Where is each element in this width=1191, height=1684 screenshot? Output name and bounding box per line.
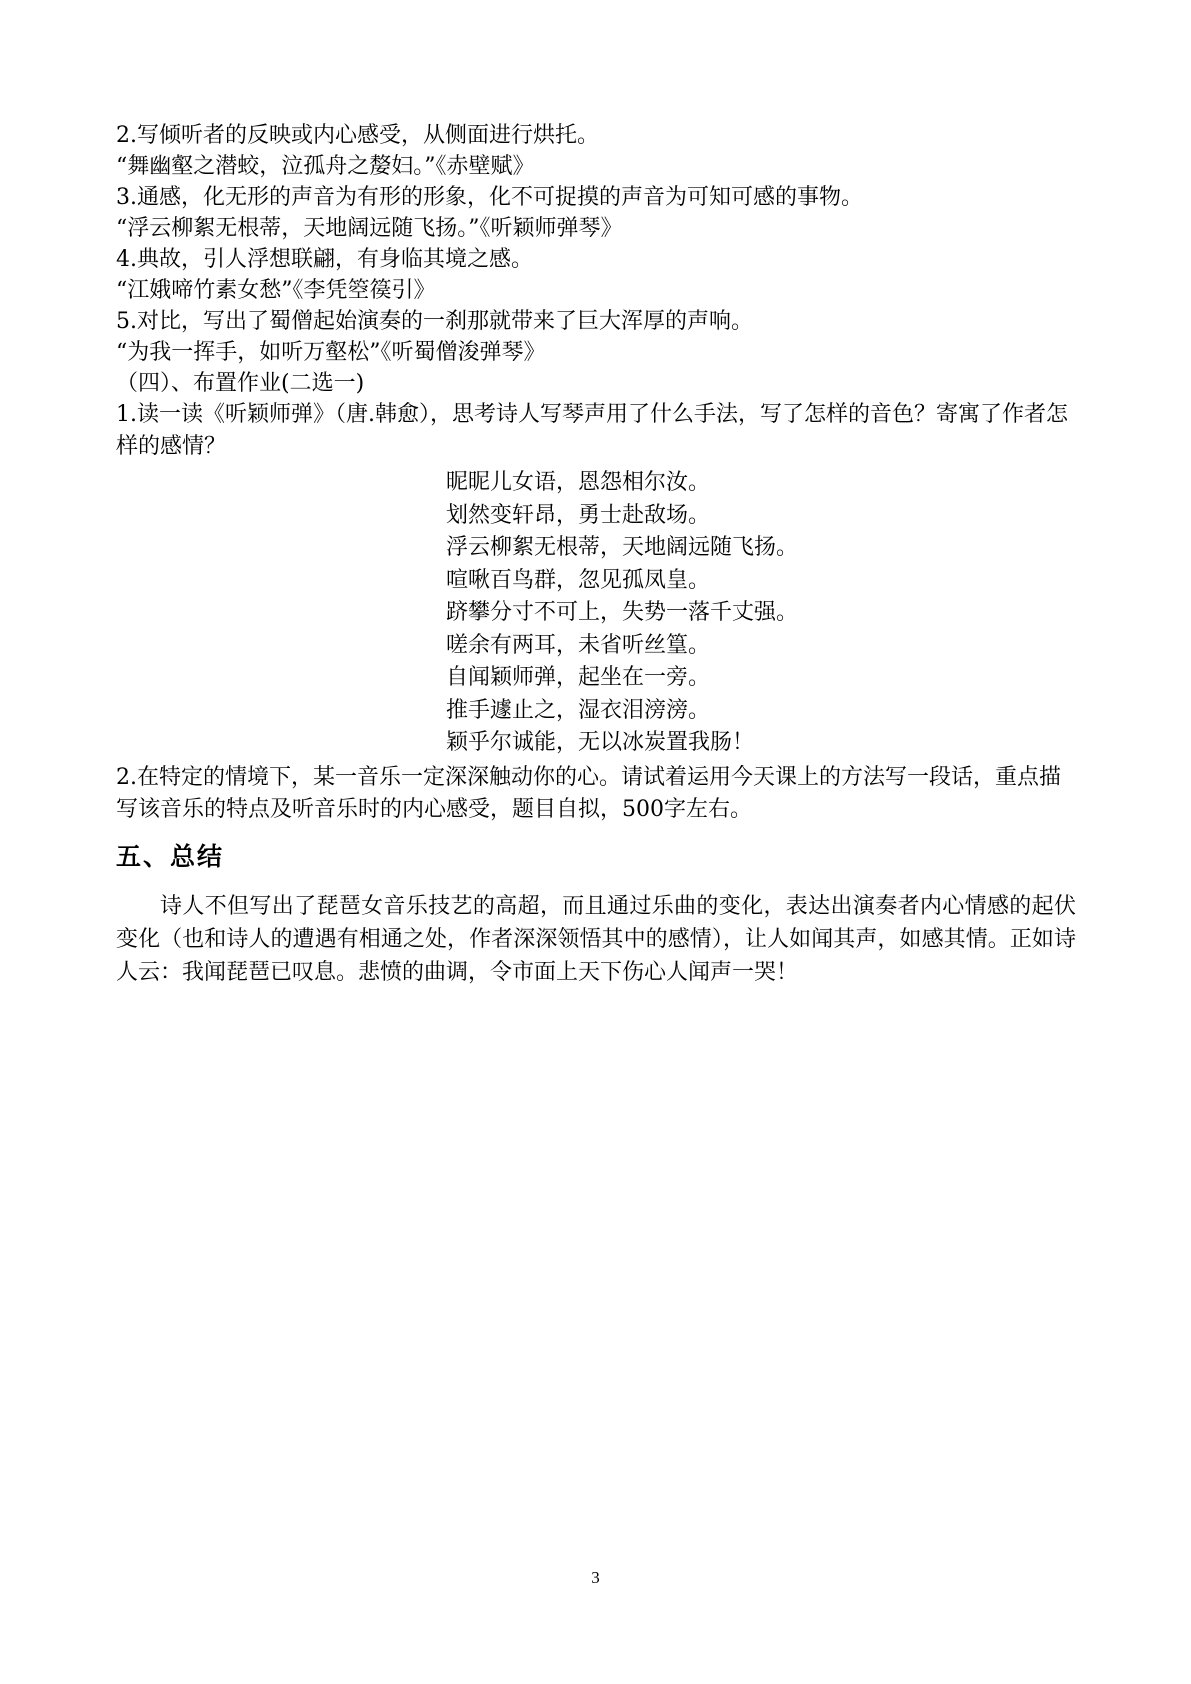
quote-tingyingshi-line: “浮云柳絮无根蒂，天地阔远随飞扬。”《听颖师弹琴》: [116, 216, 623, 241]
summary-paragraph: 诗人不但写出了琵琶女音乐技艺的高超，而且通过乐曲的变化，表达出演奏者内心情感的起伏变化（也和诗人的遭遇有相通之处，作者深深领悟其中的感情），让人如闻其声，如感其情。正如诗人云：我闻琵琶已叹息。悲愤的曲调，令市面上天下伤心人闻声一哭！: [116, 893, 1076, 985]
technique-2-line: 2.写倾听者的反映或内心感受，从侧面进行烘托。: [116, 123, 599, 148]
poem-line: 喧啾百鸟群，忽见孤凤皇。: [446, 567, 711, 593]
quote-chibifu-line: “舞幽壑之潜蛟，泣孤舟之嫠妇。”《赤壁赋》: [116, 154, 535, 179]
quote-shuseng-line: “为我一挥手，如听万壑松”《听蜀僧浚弹琴》: [116, 340, 546, 365]
homework-1-paragraph: 1.读一读《听颖师弹》（唐.韩愈），思考诗人写琴声用了什么手法，写了怎样的音色？寄寓了作者怎样的感情？: [116, 402, 1068, 459]
poem-line: 嗟余有两耳，未省听丝篁。: [446, 632, 711, 658]
poem-line: 昵昵儿女语，恩怨相尔汝。: [446, 470, 711, 495]
poem-block: [116, 467, 1076, 760]
poem-line: 跻攀分寸不可上，失势一落千丈强。: [446, 600, 799, 625]
document-page: [116, 120, 1076, 989]
poem-line: 自闻颖师弹，起坐在一旁。: [446, 665, 711, 690]
quote-lipingkonghou-line: “江娥啼竹素女愁”《李凭箜篌引》: [116, 278, 436, 303]
homework-2-paragraph: 2.在特定的情境下，某一音乐一定深深触动你的心。请试着运用今天课上的方法写一段话，重点描写该音乐的特点及听音乐时的内心感受，题目自拟，500字左右。: [116, 764, 1061, 822]
poem-line: 划然变轩昂，勇士赴敌场。: [446, 502, 711, 528]
page-number: 3: [591, 1568, 600, 1587]
homework-heading: （四）、布置作业(二选一): [116, 371, 365, 396]
poem-line: 浮云柳絮无根蒂，天地阔远随飞扬。: [446, 535, 799, 560]
poem-line: 推手遽止之，湿衣泪滂滂。: [446, 697, 711, 723]
technique-4-line: 4.典故，引人浮想联翩，有身临其境之感。: [116, 247, 533, 272]
summary-heading: 五、总结: [116, 841, 225, 871]
technique-5-line: 5.对比，写出了蜀僧起始演奏的一刹那就带来了巨大浑厚的声响。: [116, 309, 753, 334]
technique-3-line: 3.通感，化无形的声音为有形的形象，化不可捉摸的声音为可知可感的事物。: [116, 185, 863, 210]
poem-line: 颖乎尔诚能，无以冰炭置我肠！: [446, 730, 755, 755]
